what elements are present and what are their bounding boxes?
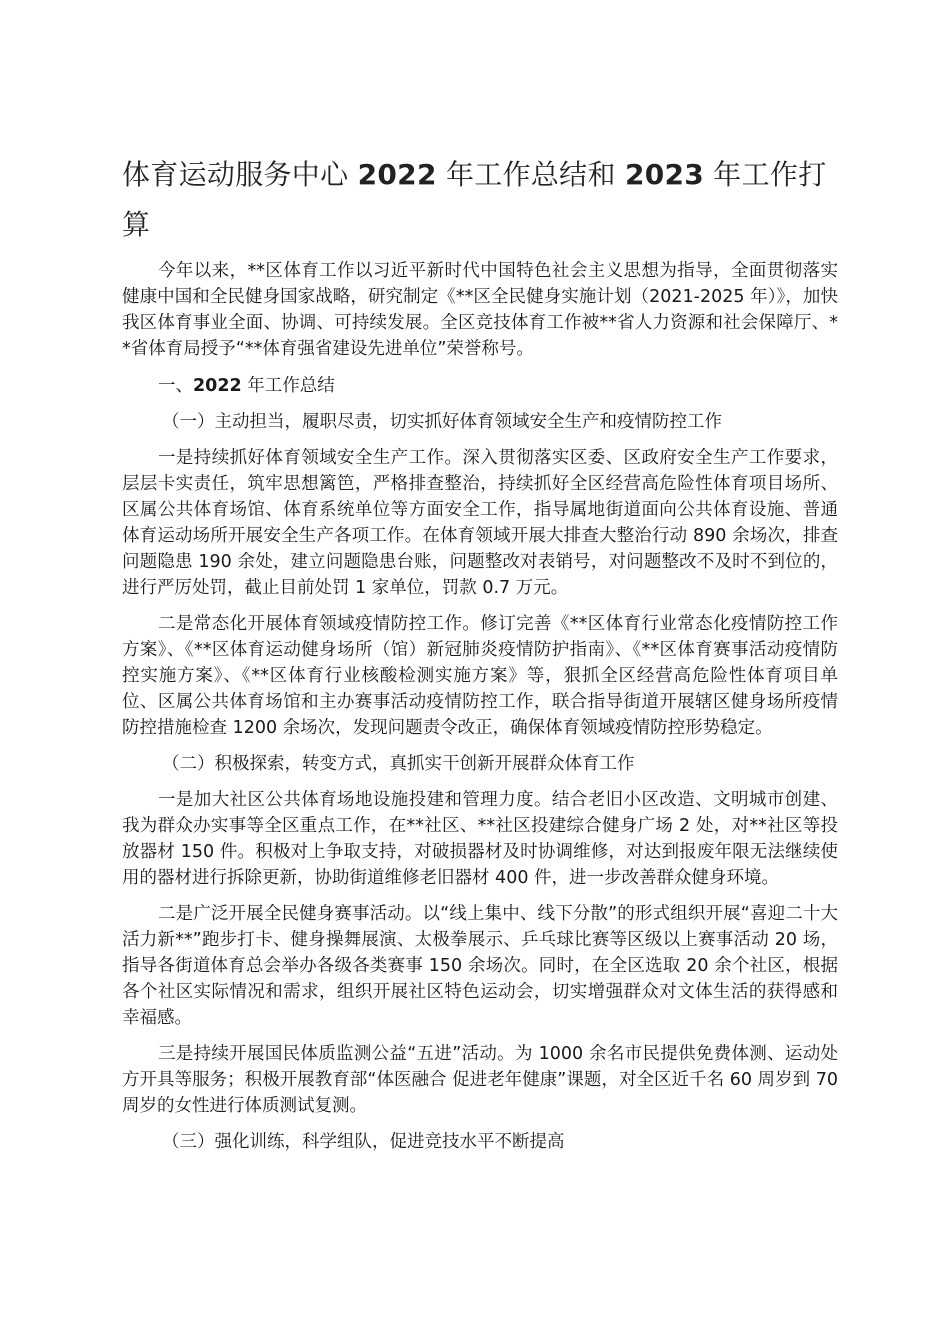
document-page (122, 150, 838, 1155)
section-heading-1 (122, 373, 838, 399)
subsection-heading-2: （二）积极探索，转变方式，真抓实干创新开展群众体育工作 (162, 754, 635, 774)
title-text-2: 年工作总结和 (436, 158, 625, 191)
subsection-heading-3: （三）强化训练，科学组队，促进竞技水平不断提高 (162, 1132, 565, 1152)
document-title (122, 150, 838, 250)
body-paragraph: 一是加大社区公共体育场地设施投建和管理力度。结合老旧小区改造、文明城市创建、我为群众办实事等全区重点工作，在**社区、**社区投建综合健身广场 2 处，对**社区等投放器材 150 件。积极对上争取支持，对破损器材及时协调维修，对达到报废年限无法继续使用的器材进行拆除更新，协助街道维修老旧器材 400 件，进一步改善群众健身环境。 (122, 790, 838, 888)
body-paragraph: 二是广泛开展全民健身赛事活动。以“线上集中、线下分散”的形式组织开展“喜迎二十大 活力新**”跑步打卡、健身操舞展演、太极拳展示、乒乓球比赛等区级以上赛事活动 20 场，指导各街道体育总会举办各级各类赛事 150 余场次。同时，在全区选取 20 余个社区，根据各个社区实际情况和需求，组织开展社区特色运动会，切实增强群众对文体生活的获得感和幸福感。 (122, 904, 838, 1028)
intro-paragraph: 今年以来，**区体育工作以习近平新时代中国特色社会主义思想为指导，全面贯彻落实健康中国和全民健身国家战略，研究制定《**区全民健身实施计划（2021-2025 年）》，加快我区体育事业全面、协调、可持续发展。全区竞技体育工作被**省人力资源和社会保障厅、**省体育局授予“**体育强省建设先进单位”荣誉称号。 (122, 261, 838, 359)
body-paragraph: 三是持续开展国民体质监测公益“五进”活动。为 1000 余名市民提供免费体测、运动处方开具等服务；积极开展教育部“体医融合 促进老年健康”课题，对全区近千名 60 周岁到 70 周岁的女性进行体质测试复测。 (122, 1044, 838, 1116)
section-heading-prefix: 一、 (158, 376, 193, 396)
title-year-2023: 2023 (624, 158, 705, 191)
body-paragraph: 一是持续抓好体育领域安全生产工作。深入贯彻落实区委、区政府安全生产工作要求，层层卡实责任，筑牢思想篱笆，严格排查整治，持续抓好全区经营高危险性体育项目场所、区属公共体育场馆、体育系统单位等方面安全工作，指导属地街道面向公共体育设施、普通体育运动场所开展安全生产各项工作。在体育领域开展大排查大整治行动 890 余场次，排查问题隐患 190 余处，建立问题隐患台账，问题整改对表销号，对问题整改不及时不到位的，进行严厉处罚，截止目前处罚 1 家单位，罚款 0.7 万元。 (122, 448, 838, 598)
subsection-heading-1: （一）主动担当，履职尽责，切实抓好体育领域安全生产和疫情防控工作 (162, 412, 722, 432)
title-text-1: 体育运动服务中心 (122, 158, 358, 191)
title-text-3: 年工作打算 (122, 158, 827, 241)
section-heading-suffix: 年工作总结 (241, 376, 335, 396)
title-year-2022: 2022 (357, 158, 437, 191)
section-heading-year: 2022 (193, 376, 242, 396)
body-paragraph: 二是常态化开展体育领域疫情防控工作。修订完善《**区体育行业常态化疫情防控工作方案》、《**区体育运动健身场所（馆）新冠肺炎疫情防护指南》、《**区体育赛事活动疫情防控实施方案》、《**区体育行业核酸检测实施方案》等，狠抓全区经营高危险性体育项目单位、区属公共体育场馆和主办赛事活动疫情防控工作，联合指导街道开展辖区健身场所疫情防控措施检查 1200 余场次，发现问题责令改正，确保体育领域疫情防控形势稳定。 (122, 614, 838, 738)
